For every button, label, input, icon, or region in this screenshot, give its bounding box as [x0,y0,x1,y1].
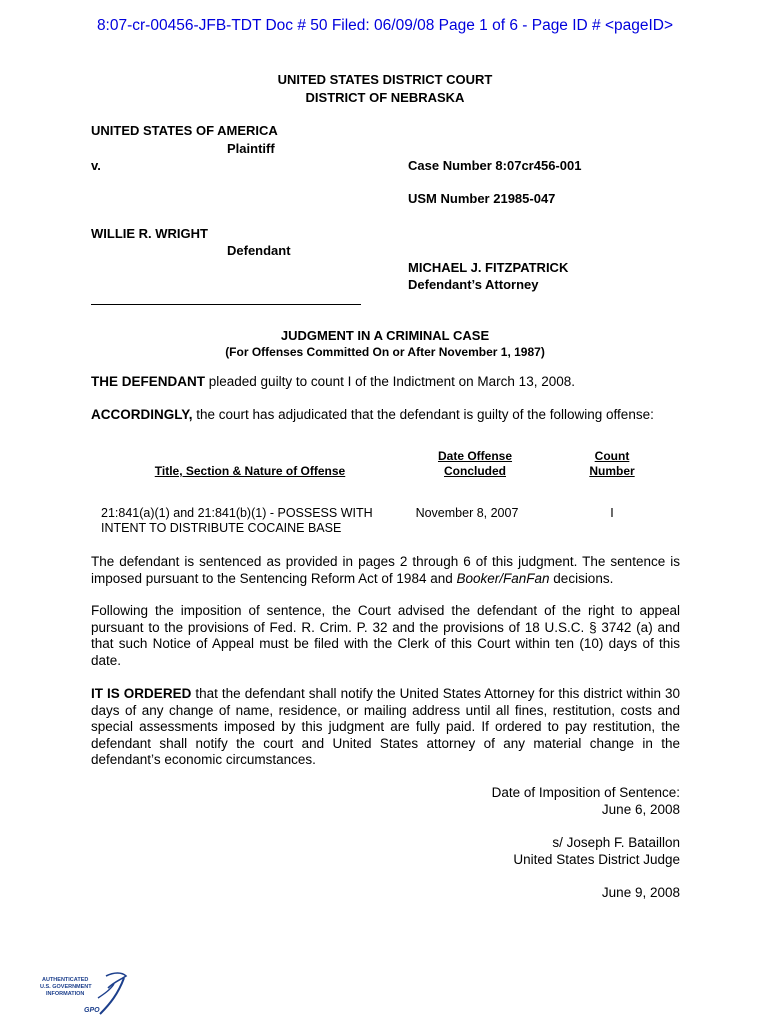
plea-lead: THE DEFENDANT [91,374,205,389]
document-header-stamp: 8:07-cr-00456-JFB-TDT Doc # 50 Filed: 06/09/08 Page 1 of 6 - Page ID # <pageID> [96,17,674,34]
judge-signature: s/ Joseph F. Bataillon [552,835,680,850]
usm-number: USM Number 21985-047 [408,191,556,206]
offense-description-1: 21:841(a)(1) and 21:841(b)(1) - POSSESS WITH [101,506,373,520]
gpo-seal-mark: GPO [84,1007,100,1014]
case-number: Case Number 8:07cr456-001 [408,158,582,173]
caption-divider [91,304,361,305]
defendant-role: Defendant [227,243,291,258]
adjudication-text: the court has adjudicated that the defendant is guilty of the following offense: [192,407,654,422]
col-header-date-2: Concluded [444,464,506,478]
court-district: DISTRICT OF NEBRASKA [305,90,465,105]
adjudication-lead: ACCORDINGLY, [91,407,193,422]
offense-count: I [610,506,614,520]
court-name: UNITED STATES DISTRICT COURT [277,72,493,87]
gpo-eagle-wing-icon [100,978,124,1014]
plaintiff-role: Plaintiff [227,141,275,156]
sentence-paragraph [91,554,680,587]
defendant-name: WILLIE R. WRIGHT [91,226,208,241]
sentence-text-end: decisions. [549,570,614,586]
sentence-italic: Booker/FanFan [456,570,550,586]
adjudication-statement [91,407,731,424]
col-header-count-2: Number [589,464,635,478]
judge-title: United States District Judge [513,852,680,867]
versus: v. [91,158,101,173]
appeal-paragraph: Following the imposition of sentence, the Court advised the defendant of the right to appeal pursuant to the provisions of Fed. R. Crim. P. 32 and the provisions of 18 U.S.C. § 3742 (a) and that such Notice of Appeal must be filed with the Clerk of this Court within ten (10) days of this date. [91,603,680,668]
judgment-subtitle: (For Offenses Committed On or After November 1, 1987) [225,345,545,359]
plaintiff-name: UNITED STATES OF AMERICA [91,123,278,138]
judgment-title: JUDGMENT IN A CRIMINAL CASE [280,328,490,343]
order-text: that the defendant shall notify the United States Attorney for this district within 30 days of any change of name, residence, or mailing address until all fines, restitution, costs and special assessments imposed by this judgment are fully paid. If ordered to pay restitution, the defendant shall notify the court and United States attorney of any material change in the defendant’s economic circumstances. [91,686,680,767]
gpo-seal-line-3: INFORMATION [46,991,85,997]
gpo-seal-line-1: AUTHENTICATED [42,977,89,983]
sentence-text: The defendant is sentenced as provided in pages 2 through 6 of this judgment. The sentence is imposed pursuant to the Sentencing Reform Act of 1984 and [91,554,680,586]
imposition-date: June 6, 2008 [601,802,680,817]
order-paragraph [91,686,680,769]
attorney-role: Defendant’s Attorney [408,277,539,292]
col-header-date-1: Date Offense [437,449,513,463]
col-header-offense: Title, Section & Nature of Offense [154,464,346,478]
imposition-label: Date of Imposition of Sentence: [491,785,680,800]
offense-description-2: INTENT TO DISTRIBUTE COCAINE BASE [101,521,342,535]
col-header-count-1: Count [594,449,630,463]
order-lead: IT IS ORDERED [91,686,192,701]
plea-statement [91,374,691,391]
attorney-name: MICHAEL J. FITZPATRICK [408,260,569,275]
offense-date: November 8, 2007 [415,506,519,520]
gpo-seal-line-2: U.S. GOVERNMENT [40,984,92,990]
gpo-authentication-seal [40,968,130,1018]
plea-text: pleaded guilty to count I of the Indictment on March 13, 2008. [205,374,575,389]
signed-date: June 9, 2008 [601,885,680,900]
